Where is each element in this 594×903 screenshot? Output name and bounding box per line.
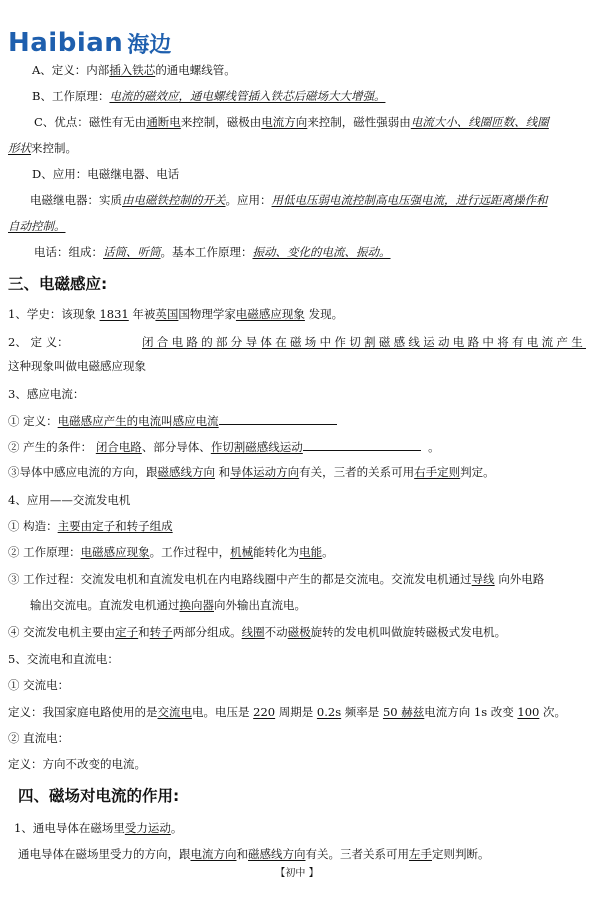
generator-title: 4、应用——交流发电机 [8, 493, 131, 507]
section-heading-4: 四、磁场对电流的作用: [18, 787, 180, 805]
history-line: 1、学史：该现象 1831 年被英国国物理学家电磁感应现象 发现。 [8, 307, 344, 321]
ac-title: ① 交流电： [8, 678, 70, 692]
generator-process: ③ 工作过程：交流发电机和直流发电机在内电路线圈中产生的都是交流电。交流发电机通过导线 向外电路 [8, 572, 545, 586]
generator-process-cont: 输出交流电。直流发电机通过换向器向外输出直流电。 [30, 598, 306, 612]
advantages-c: C、优点：磁性有无由通断电来控制，磁极由电流方向来控制，磁性强弱由电流大小、线圈匝数、线圈 [34, 115, 549, 129]
definition-a: A、定义：内部插入铁芯的通电螺线管。 [32, 63, 236, 77]
definition-line: 2、 定 义： 闭合电路的部分导体在磁场中作切割磁感线运动电路中将有电流产生 [8, 335, 586, 349]
telephone-text: 电话：组成：话筒、听筒。基本工作原理：振动、变化的电流、振动。 [34, 245, 391, 259]
induced-current-definition: ① 定义：电磁感应产生的电流叫感应电流 [8, 412, 586, 429]
logo-latin: Haibian [8, 28, 124, 58]
force-on-conductor: 1、通电导体在磁场里受力运动。 [14, 821, 183, 835]
induced-current-conditions: ② 产生的条件： 闭合电路、部分导体、作切割磁感线运动 。 [8, 440, 440, 454]
principle-b: B、工作原理：电流的磁效应，通电螺线管插入铁芯后磁场大大增强。 [32, 89, 386, 103]
definition-line-cont: 这种现象叫做电磁感应现象 [8, 359, 146, 373]
application-d: D、应用：电磁继电器、电话 [32, 167, 180, 181]
generator-parts: ④ 交流发电机主要由定子和转子两部分组成。线圈不动磁极旋转的发电机叫做旋转磁极式发电机。 [8, 625, 507, 639]
page-footer: 【初中 】 [275, 868, 319, 879]
ac-definition: 定义：我国家庭电路使用的是交流电电。电压是 220 周期是 0.2s 频率是 50 赫兹电流方向 1s 改变 100 次。 [8, 705, 567, 719]
relay-text-cont: 自动控制。 [8, 219, 66, 233]
generator-principle: ② 工作原理：电磁感应现象。工作过程中，机械能转化为电能。 [8, 545, 334, 559]
section-heading-3: 三、电磁感应: [8, 275, 108, 293]
generator-structure: ① 构造：主要由定子和转子组成 [8, 519, 173, 533]
advantages-c-cont: 形状来控制。 [8, 141, 77, 155]
logo [8, 26, 171, 60]
dc-title: ② 直流电： [8, 731, 70, 745]
dc-definition: 定义：方向不改变的电流。 [8, 757, 146, 771]
relay-text: 电磁继电器：实质由电磁铁控制的开关。应用：用低电压弱电流控制高电压强电流，进行远距离操作和 [30, 193, 548, 207]
induced-current-title: 3、感应电流： [8, 387, 85, 401]
ac-dc-title: 5、交流电和直流电： [8, 652, 119, 666]
force-direction: 通电导体在磁场里受力的方向，跟电流方向和磁感线方向有关。三者关系可用左手定则判断。 [18, 847, 490, 861]
logo-cn: 海边 [127, 32, 172, 58]
induced-current-direction: ③导体中感应电流的方向，跟磁感线方向 和导体运动方向有关，三者的关系可用右手定则判定。 [8, 465, 495, 479]
